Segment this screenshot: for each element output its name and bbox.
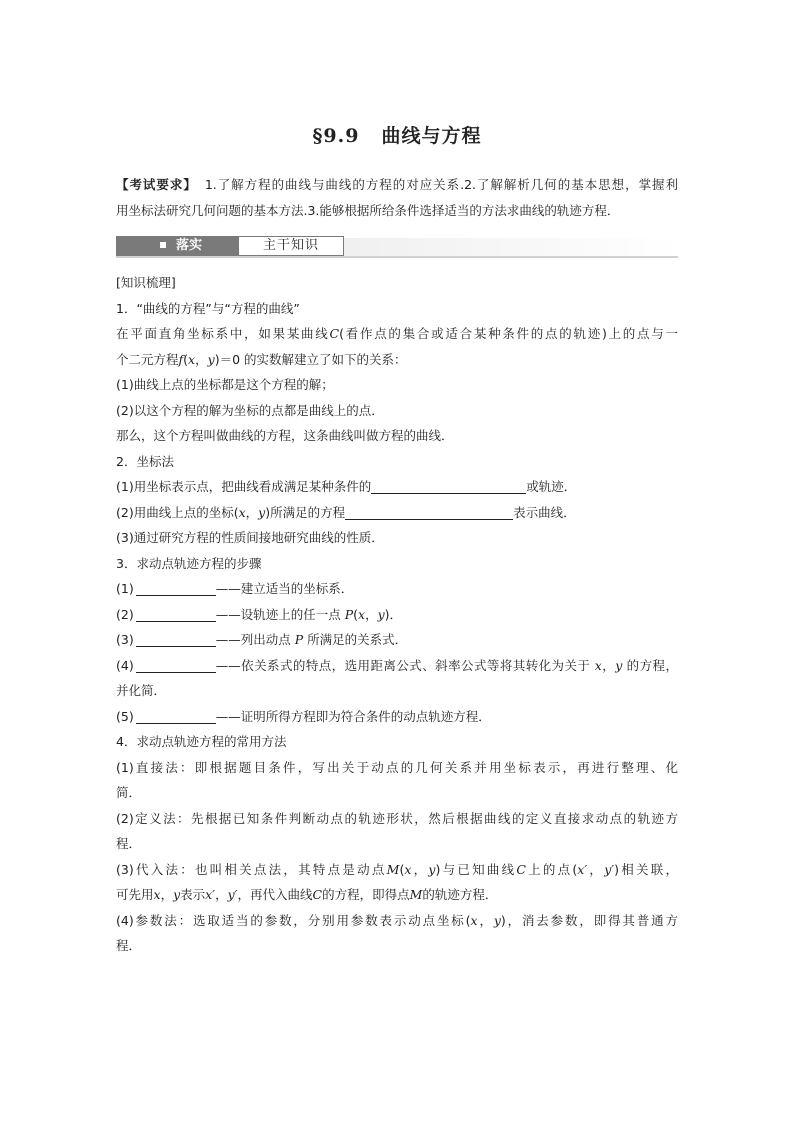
fill-blank[interactable] (136, 657, 216, 673)
method-1: (1)直接法：即根据题目条件，写出关于动点的几何关系并用坐标表示，再进行整理、化 (116, 759, 678, 775)
method-4: (4)参数法：选取适当的参数，分别用参数表示动点坐标(x，y)，消去参数，即得其普通方 (116, 912, 678, 928)
step-3: (3) ——列出动点 P 所满足的关系式． (116, 632, 408, 647)
square-bullet-icon (160, 242, 166, 248)
requirements-line-1: 【考试要求】 1.了解方程的曲线与曲线的方程的对应关系.2.了解解析几何的基本思想，掌握利 (116, 177, 678, 192)
step-4-continued: 并化简． (116, 683, 167, 698)
method-2-continued: 程． (116, 836, 142, 851)
requirements-line-2: 用坐标法研究几何问题的基本方法.3.能够根据所给条件选择适当的方法求曲线的轨迹方程． (116, 203, 620, 218)
step-4: (4) ——依关系式的特点，选用距离公式、斜率公式等将其转化为关于 x，y 的方程， (116, 657, 678, 673)
exam-requirements (116, 172, 678, 224)
section-1-title: 1．“曲线的方程”与“方程的曲线” (116, 300, 300, 316)
fill-blank[interactable] (136, 631, 216, 647)
fill-blank[interactable] (136, 580, 216, 596)
conclusion: 那么，这个方程叫做曲线的方程，这条曲线叫做方程的曲线． (116, 428, 454, 443)
step-2: (2) ——设轨迹上的任一点 P(x，y)． (116, 606, 403, 622)
knowledge-heading: [知识梳理] (116, 275, 176, 290)
fill-blank[interactable] (136, 606, 216, 622)
method-4-continued: 程． (116, 938, 142, 953)
paragraph-line: 在平面直角坐标系中，如果某曲线C(看作点的集合或适合某种条件的点的轨迹)上的点与一 (116, 326, 678, 341)
banner-dark-label: 落实 (116, 236, 238, 256)
section-number: §9.9 (312, 125, 360, 147)
section-2-title: 2．坐标法 (116, 453, 174, 469)
fill-blank[interactable] (136, 708, 216, 724)
coordinate-item-3: (3)通过研究方程的性质间接地研究曲线的性质． (116, 530, 384, 545)
page-title (116, 121, 678, 148)
coordinate-item-1: (1)用坐标表示点，把曲线看成满足某种条件的 或轨迹． (116, 479, 577, 494)
condition-2: (2)以这个方程的解为坐标的点都是曲线上的点． (116, 402, 384, 418)
method-1-continued: 简． (116, 785, 142, 800)
method-2: (2)定义法：先根据已知条件判断动点的轨迹形状，然后根据曲线的定义直接求动点的轨迹方 (116, 810, 678, 826)
step-5: (5) ——证明所得方程即为符合条件的动点轨迹方程． (116, 708, 491, 724)
requirements-tag: 【考试要求】 (116, 177, 197, 192)
section-4-title: 4．求动点轨迹方程的常用方法 (116, 734, 287, 749)
paragraph-line: 个二元方程f(x，y)＝0 的实数解建立了如下的关系： (116, 351, 407, 367)
coordinate-item-2: (2)用曲线上点的坐标(x，y)所满足的方程 表示曲线． (116, 504, 576, 520)
banner-light-label: 主干知识 (238, 236, 344, 256)
method-3-continued: 可先用x，y表示x′，y′，再代入曲线C的方程，即得点M的轨迹方程． (116, 887, 498, 902)
condition-1: (1)曲线上点的坐标都是这个方程的解； (116, 377, 334, 392)
method-3: (3)代入法：也叫相关点法，其特点是动点M(x，y)与已知曲线C上的点(x′，y′)相关联， (116, 861, 678, 877)
section-3-title: 3．求动点轨迹方程的步骤 (116, 555, 262, 571)
section-title: 曲线与方程 (381, 125, 482, 147)
fill-blank[interactable] (371, 478, 526, 494)
fill-blank[interactable] (345, 504, 513, 520)
content-body (116, 270, 678, 959)
section-banner (116, 236, 678, 258)
step-1: (1) ——建立适当的坐标系． (116, 581, 354, 596)
